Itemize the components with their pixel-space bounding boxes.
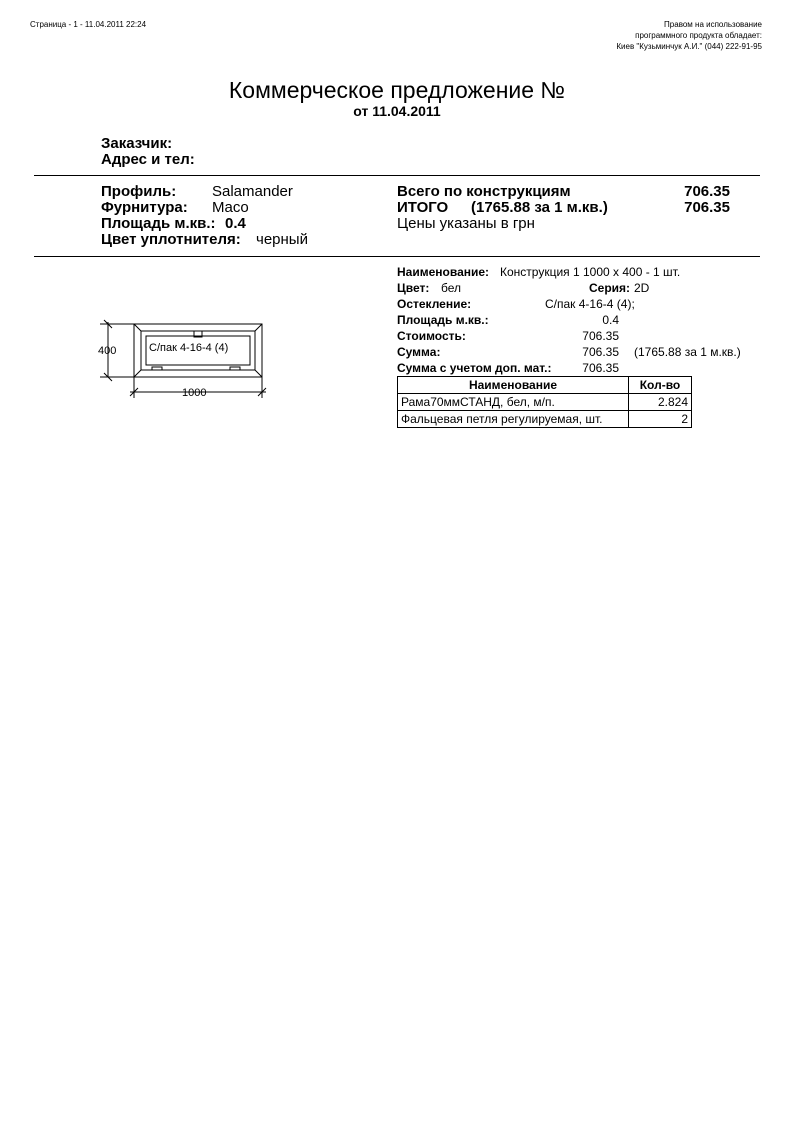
color-label: Цвет:	[397, 281, 430, 295]
color-value: бел	[441, 281, 462, 295]
construction-name-label: Наименование:	[397, 265, 490, 279]
total-constructions-value: 706.35	[684, 183, 730, 200]
page-number-label: Страница - 1 - 11.04.2011 22:24	[30, 20, 147, 29]
glazing-value: С/пак 4-16-4 (4);	[545, 297, 635, 311]
divider-middle	[34, 256, 760, 257]
glazing-label: Остекление:	[397, 297, 472, 311]
profile-label: Профиль:	[101, 183, 177, 200]
height-dimension-label: 400	[98, 345, 117, 357]
divider-top	[34, 175, 760, 176]
address-label: Адрес и тел:	[101, 151, 195, 168]
rights-line-3: Киев "Кузьминчук А.И." (044) 222-91-95	[616, 42, 762, 51]
itogo-per-m2: (1765.88 за 1 м.кв.)	[471, 199, 608, 216]
sum-extra-value: 706.35	[582, 361, 619, 375]
sum-value: 706.35	[582, 345, 619, 359]
material-qty: 2.824	[629, 394, 692, 411]
sum-per-m2: (1765.88 за 1 м.кв.)	[634, 345, 741, 359]
rights-line-1: Правом на использование	[664, 20, 762, 29]
customer-label: Заказчик:	[101, 135, 173, 152]
glass-label: С/пак 4-16-4 (4)	[149, 342, 229, 354]
materials-header-row	[398, 377, 692, 394]
document-title: Коммерческое предложение №	[228, 77, 566, 103]
materials-col-name: Наименование	[398, 377, 629, 394]
seal-color-value: черный	[256, 231, 308, 248]
material-name: Рама70ммСТАНД, бел, м/п.	[398, 394, 629, 411]
profile-value: Salamander	[212, 183, 293, 200]
window-drawing	[90, 310, 280, 410]
fittings-value: Maco	[212, 199, 249, 216]
table-row	[398, 394, 692, 411]
material-name: Фальцевая петля регулируемая, шт.	[398, 411, 629, 428]
series-label: Серия:	[589, 281, 631, 295]
materials-table	[397, 376, 692, 428]
width-dimension-label: 1000	[182, 387, 207, 399]
cost-label: Стоимость:	[397, 329, 466, 343]
sum-label: Сумма:	[397, 345, 441, 359]
material-qty: 2	[629, 411, 692, 428]
itogo-value: 706.35	[684, 199, 730, 216]
construction-area-value: 0.4	[602, 313, 619, 327]
itogo-label: ИТОГО	[397, 199, 449, 216]
construction-name-value: Конструкция 1 1000 x 400 - 1 шт.	[500, 265, 681, 279]
materials-col-qty: Кол-во	[629, 377, 692, 394]
currency-note: Цены указаны в грн	[397, 215, 535, 232]
construction-area-label: Площадь м.кв.:	[397, 313, 489, 327]
area-value: 0.4	[225, 215, 246, 232]
fittings-label: Фурнитура:	[101, 199, 188, 216]
series-value: 2D	[634, 281, 650, 295]
sum-extra-label: Сумма с учетом доп. мат.:	[397, 361, 552, 375]
total-constructions-label: Всего по конструкциям	[397, 183, 571, 200]
document-date: от 11.04.2011	[353, 103, 441, 119]
rights-line-2: программного продукта обладает:	[635, 31, 762, 40]
area-label: Площадь м.кв.:	[101, 215, 216, 232]
cost-value: 706.35	[582, 329, 619, 343]
table-row	[398, 411, 692, 428]
seal-color-label: Цвет уплотнителя:	[101, 231, 241, 248]
